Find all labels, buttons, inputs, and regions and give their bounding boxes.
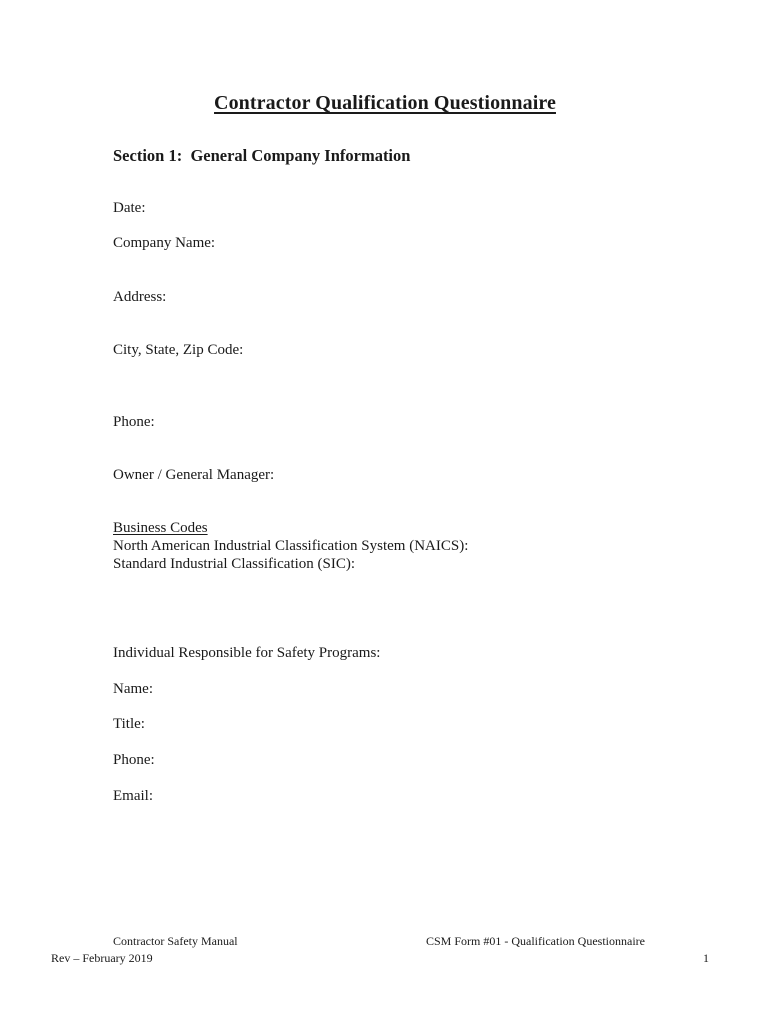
date-label: Date: xyxy=(113,200,146,216)
footer-form-name: CSM Form #01 - Qualification Questionnaire xyxy=(426,934,645,948)
safety-phone-label: Phone: xyxy=(113,752,155,768)
footer-revision: Rev – February 2019 xyxy=(51,951,153,965)
business-codes-heading: Business Codes xyxy=(113,520,208,536)
footer-manual-name: Contractor Safety Manual xyxy=(113,934,238,948)
safety-name-label: Name: xyxy=(113,681,153,697)
owner-label: Owner / General Manager: xyxy=(113,467,275,483)
safety-email-label: Email: xyxy=(113,788,153,804)
safety-title-label: Title: xyxy=(113,716,145,732)
naics-label: North American Industrial Classification System (NAICS): xyxy=(113,538,469,554)
page-number: 1 xyxy=(703,951,709,965)
safety-contact-heading: Individual Responsible for Safety Programs: xyxy=(113,645,381,661)
sic-label: Standard Industrial Classification (SIC): xyxy=(113,556,356,572)
company-name-label: Company Name: xyxy=(113,235,216,251)
document-title: Contractor Qualification Questionnaire xyxy=(214,92,556,114)
section-heading: Section 1: General Company Information xyxy=(113,146,411,165)
phone-label: Phone: xyxy=(113,414,155,430)
city-state-zip-label: City, State, Zip Code: xyxy=(113,342,244,358)
address-label: Address: xyxy=(113,289,167,305)
